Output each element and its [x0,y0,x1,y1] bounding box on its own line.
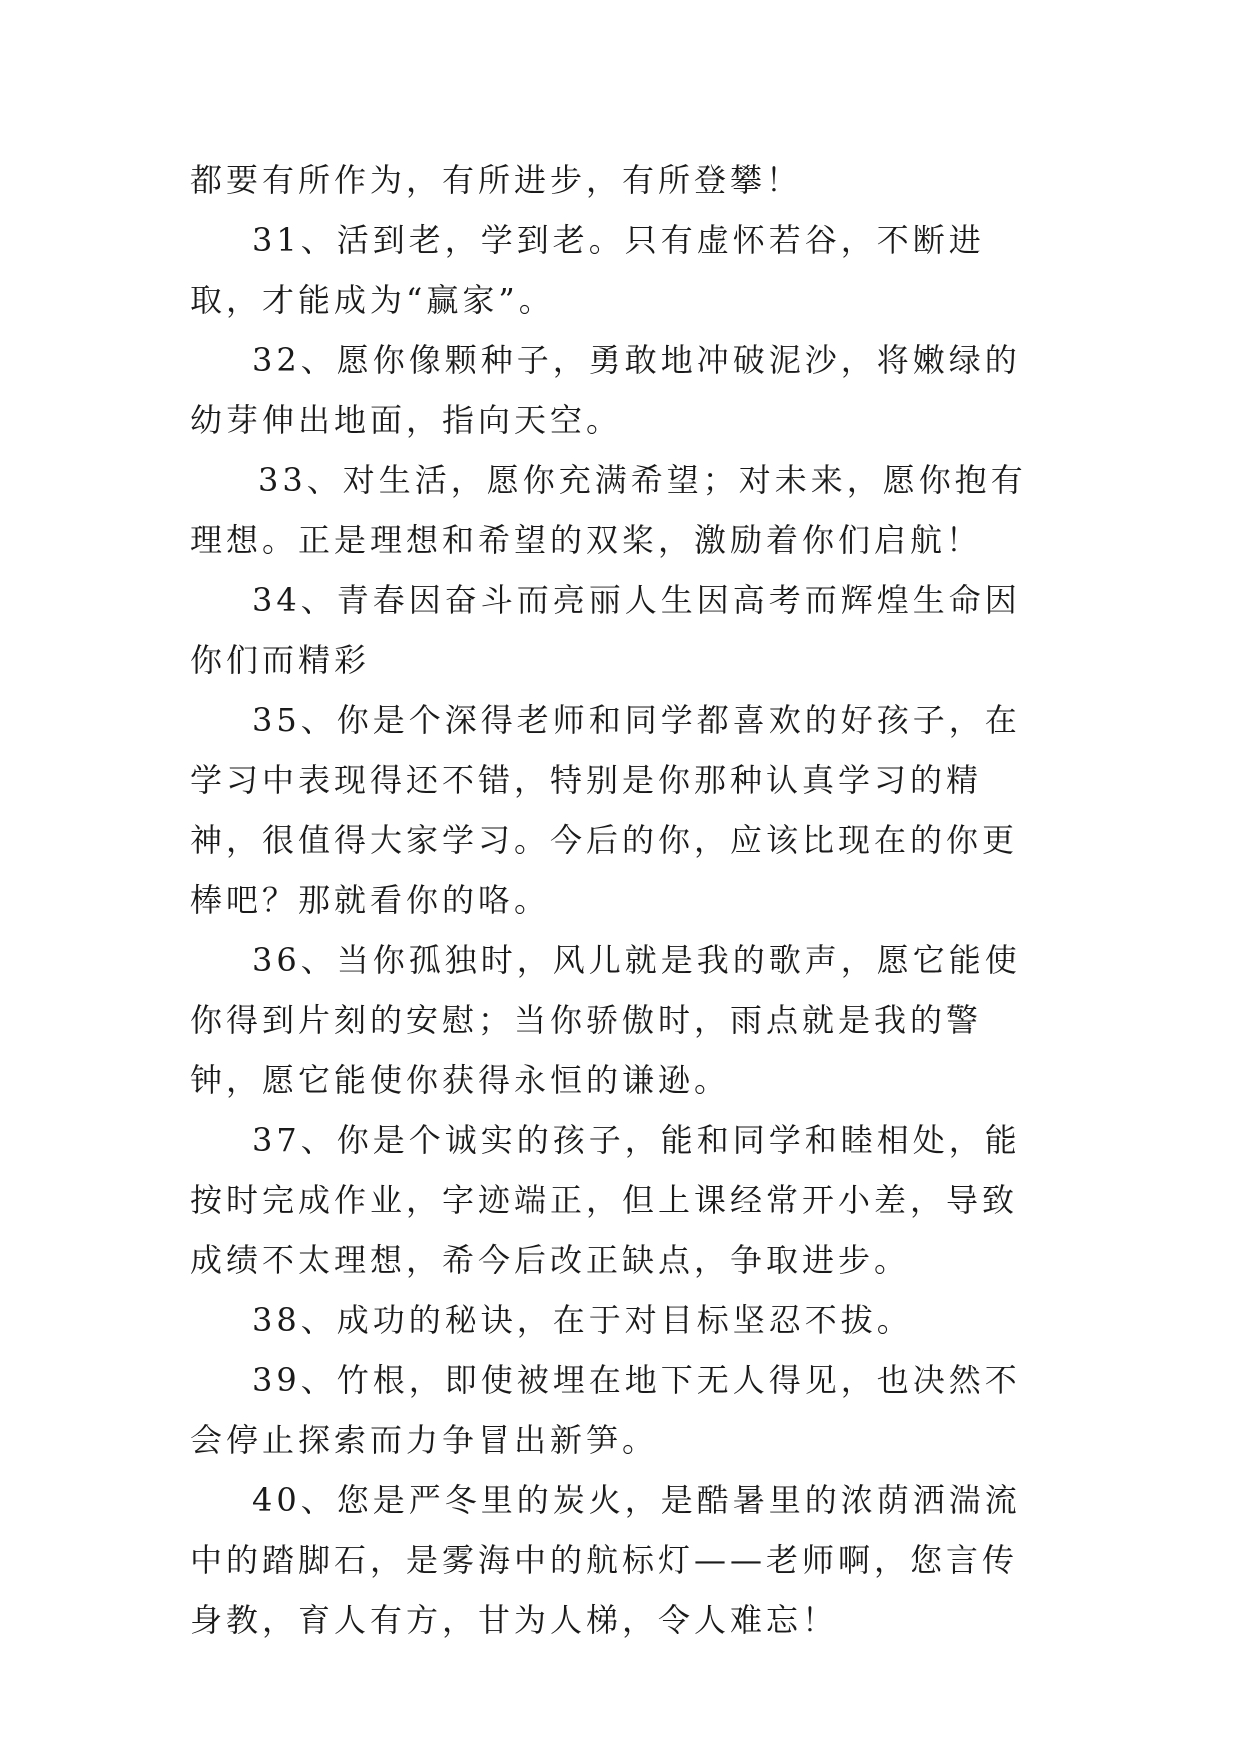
paragraph-34: 34、青春因奋斗而亮丽人生因高考而辉煌生命因你们而精彩 [190,581,1021,679]
paragraph-38: 38、成功的秘诀，在于对目标坚忍不拔。 [252,1301,913,1339]
document-body [190,150,1050,1650]
paragraph-continuation: 都要有所作为，有所进步，有所登攀！ [190,161,803,199]
paragraph-32: 32、愿你像颗种子，勇敢地冲破泥沙，将嫩绿的幼芽伸出地面，指向天空。 [190,341,1021,439]
paragraph-33: 33、对生活，愿你充满希望；对未来，愿你抱有理想。正是理想和希望的双桨，激励着你们启航！ [190,461,1027,559]
paragraph-31: 31、活到老，学到老。只有虚怀若谷，不断进取，才能成为“赢家”。 [190,221,985,319]
paragraph-36: 36、当你孤独时，风儿就是我的歌声，愿它能使你得到片刻的安慰；当你骄傲时，雨点就是我的警钟，愿它能使你获得永恒的谦逊。 [190,941,1021,1099]
paragraph-35: 35、你是个深得老师和同学都喜欢的好孩子，在学习中表现得还不错，特别是你那种认真学习的精神，很值得大家学习。今后的你，应该比现在的你更棒吧？那就看你的咯。 [190,701,1021,919]
paragraph-39: 39、竹根，即使被埋在地下无人得见，也决然不会停止探索而力争冒出新笋。 [190,1361,1021,1459]
paragraph-40: 40、您是严冬里的炭火，是酷暑里的浓荫洒湍流中的踏脚石，是雾海中的航标灯——老师啊，您言传身教，育人有方，甘为人梯，令人难忘！ [190,1481,1021,1639]
paragraph-37: 37、你是个诚实的孩子，能和同学和睦相处，能按时完成作业，字迹端正，但上课经常开小差，导致成绩不太理想，希今后改正缺点，争取进步。 [190,1121,1021,1279]
